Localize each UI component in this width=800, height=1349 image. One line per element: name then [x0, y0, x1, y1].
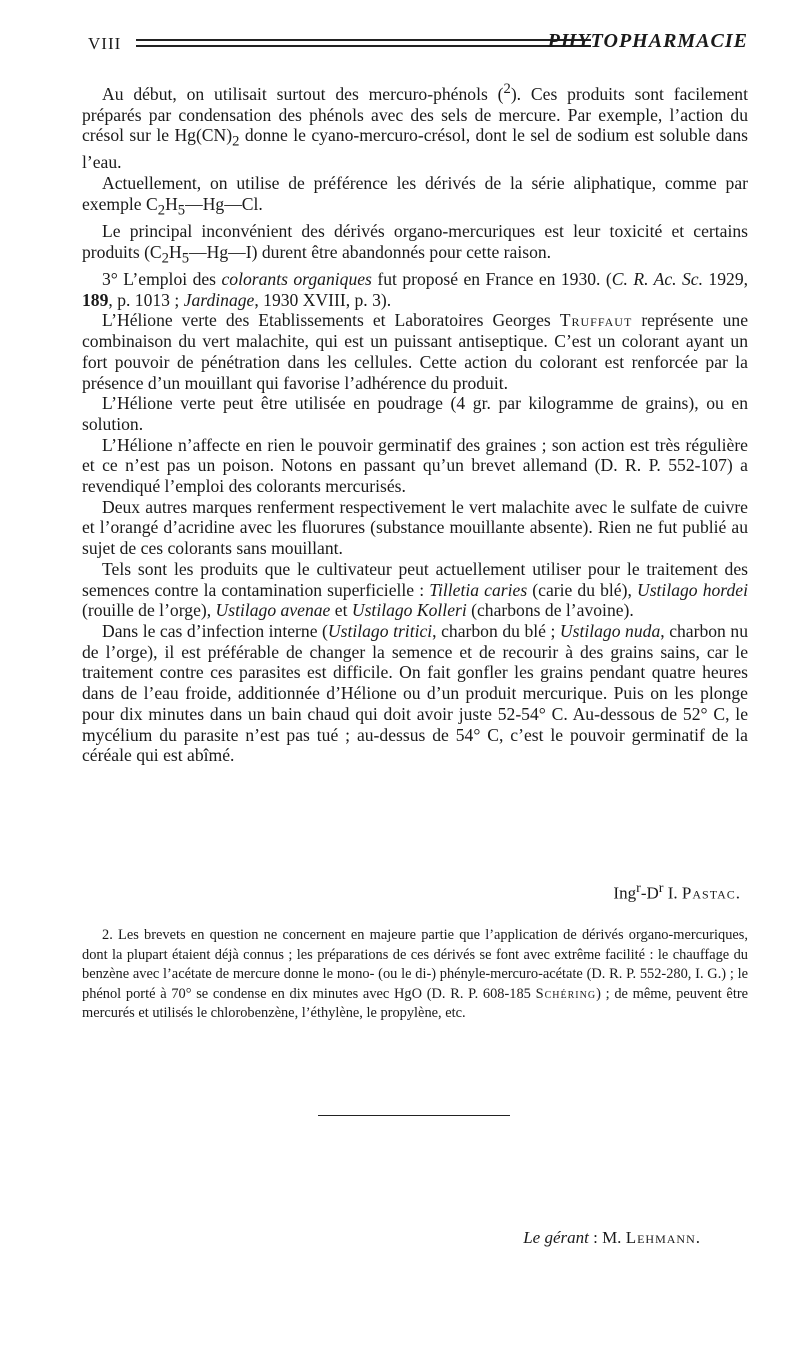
article-body — [82, 79, 748, 766]
paragraph: Le principal inconvénient des dérivés organo-mercuriques est leur toxicité et certains produits $(C_2H_5—Hg—I)$ durent être abandonnés pour cette raison. — [82, 221, 748, 267]
header-rule — [136, 39, 591, 47]
footnote-text: 2. Les brevets en question ne concernent en majeure partie que l’application de dérivés organo-mercuriques, dont la plupart étaient déjà connus ; les préparations de ces dérivés se font avec extrême facilité : le chauffage du benzène avec l’acétate de mercure donne le mono- (ou le di-) phényle-mercuro-acétate (D. R. P. 552-280, I. G.) ; le phénol porté à 70° se condense en dix minutes avec HgO (D. R. P. 608-185 Schéring) ; de même, peuvent être mercurés et utilisés le chlorobenzène, l’éthylène, le propylène, etc. — [82, 927, 748, 1022]
paragraph: L’Hélione verte des Etablissements et Laboratoires Georges Truffaut représente une combinaison du vert malachite, qui est un puissant antiseptique. C’est un colorant ayant un fort pouvoir de pénétration dans les cellules. Cette action du colorant est renforcée par la présence d’un mouillant qui favorise l’adhérence du produit. — [82, 310, 748, 393]
footnote — [82, 926, 748, 1024]
paragraph: Dans le cas d’infection interne (Ustilago tritici, charbon du blé ; Ustilago nuda, charbon nu de l’orge), il est préférable de changer la semence et de recourir à des grains sains, car le traitement contre ces parasites est difficile. On fait gonfler les grains pendant quatre heures dans de l’eau froide, additionnée d’Hélione ou d’un produit mercurique. Puis on les plonge pour dix minutes dans un bain chaud qui doit avoir juste 52-54° C. Au-dessous de 52° C, le mycélium du parasite n’est pas tué ; au-dessus de 54° C, c’est le pouvoir germinatif de la céréale qui est abîmé. — [82, 620, 748, 766]
paragraph: Au début, on utilisait surtout des mercuro-phénols ($^2$). Ces produits sont facilement préparés par condensation des phénols avec des sels de mercure. Par exemple, l’action du crésol sur le $Hg(CN)_2$ donne le cyano-mercuro-crésol, dont le sel de sodium est soluble dans l’eau. — [82, 81, 748, 173]
author-signature: $Ing^r-D^r$ I. Pastac. — [613, 880, 740, 903]
running-title: PHYTOPHARMACIE — [547, 30, 748, 52]
page-number: VIII — [88, 34, 122, 53]
paragraph: 3° L’emploi des colorants organiques fut proposé en France en 1930. (C. R. Ac. Sc. 1929, 189, p. 1013 ; Jardinage, 1930 XVIII, p. 3). — [82, 269, 749, 310]
section-divider — [318, 1115, 510, 1116]
paragraph: Deux autres marques renferment respectivement le vert malachite avec le sulfate de cuivre et l’orangé d’acridine avec les fluorures (substance mouillante absente). Rien ne fut publié au sujet de ces colorants sans mouillant. — [82, 496, 748, 559]
paragraph: L’Hélione verte peut être utilisée en poudrage (4 gr. par kilogramme de grains), ou en solution. — [82, 393, 748, 434]
manager-line: Le gérant : M. Lehmann. — [523, 1228, 700, 1247]
paragraph: Actuellement, on utilise de préférence les dérivés de la série aliphatique, comme par exemple $C_2H_5—Hg—Cl$. — [82, 173, 748, 219]
paragraph: Tels sont les produits que le cultivateur peut actuellement utiliser pour le traitement des semences contre la contamination superficielle : Tilletia caries (carie du blé), Ustilago hordei (rouille de l’orge), Ustilago avenae et Ustilago Kolleri (charbons de l’avoine). — [82, 558, 748, 621]
page-header — [88, 30, 748, 60]
paragraph: L’Hélione n’affecte en rien le pouvoir germinatif des graines ; son action est très régulière et ce n’est pas un poison. Notons en passant qu’un brevet allemand (D. R. P. 552-107) a revendiqué l’emploi des colorants mercurisés. — [82, 434, 748, 497]
